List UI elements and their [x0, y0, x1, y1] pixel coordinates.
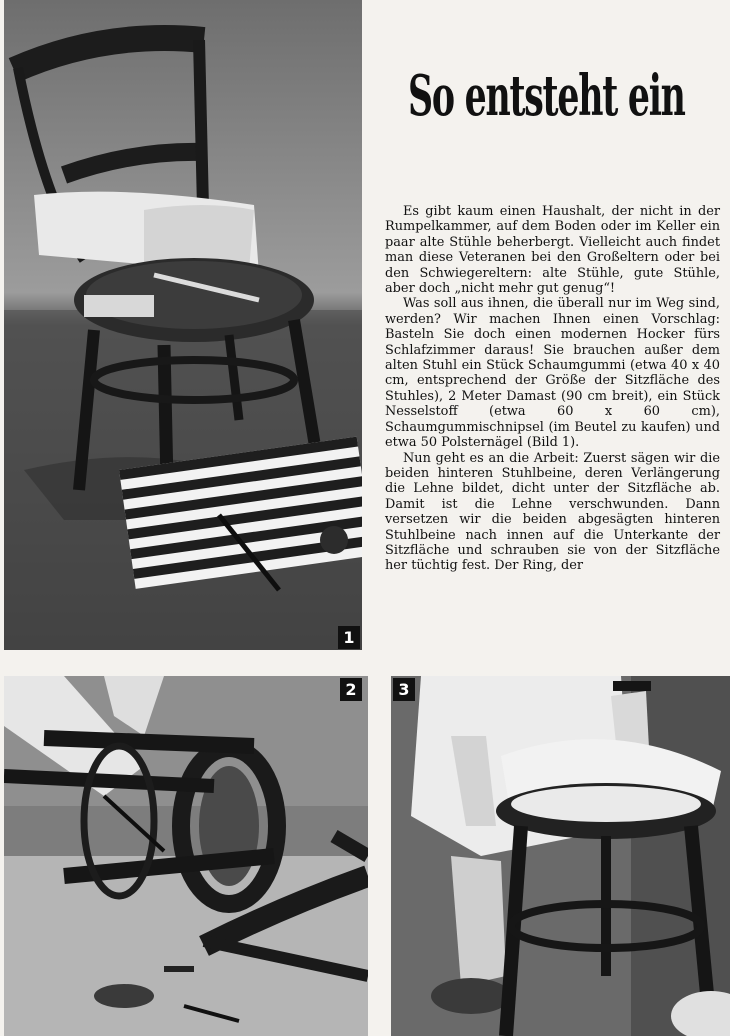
figure-number-2: 2 [340, 678, 362, 701]
paragraph: Nun geht es an die Arbeit: Zuerst sägen wir die beiden hinteren Stuhlbeine, deren Verlängerung die Lehne bildet, dicht unter der Sitzfläche ab. Damit ist die Lehne verschwunden. Dann versetzen wir die beiden abgesägten hinteren Stuhlbeine nach innen auf die Unterkante der Sitzfläche und schrauben sie von der Sitzfläche her tüchtig fest. Der Ring, der [385, 450, 720, 574]
paragraph: Es gibt kaum einen Haushalt, der nicht in der Rumpelkammer, auf dem Boden oder im Keller ein paar alte Stühle beherbergt. Vielleicht auch findet man diese Veteranen bei den Großeltern oder bei den Schwiegereltern: alte Stühle, gute Stühle, aber doch „nicht mehr gut genug“! [385, 204, 720, 297]
photo-chair-materials [4, 0, 362, 650]
figure-number-3: 3 [393, 678, 415, 701]
photo-upholstering-seat [391, 676, 730, 1036]
paragraph: Was soll aus ihnen, die überall nur im Weg sind, werden? Wir machen Ihnen einen Vorschlag: Basteln Sie doch einen modernen Hocker fürs Schlafzimmer daraus! Sie brauchen außer dem alten Stuhl ein Stück Schaumgummi (etwa 40 x 40 cm, entsprechend der Größe der Sitzfläche des Stuhles), 2 Meter Damast (90 cm breit), ein Stück Nesselstoff (etwa 60 x 60 cm), Schaumgummischnipsel (im Beutel zu kaufen) und etwa 50 Polsternägel (Bild 1). [385, 296, 720, 451]
photo-sawing-legs [4, 676, 368, 1036]
article-body [385, 204, 720, 574]
figure-number-1: 1 [338, 626, 360, 649]
page-title: So entsteht ein [408, 63, 685, 129]
